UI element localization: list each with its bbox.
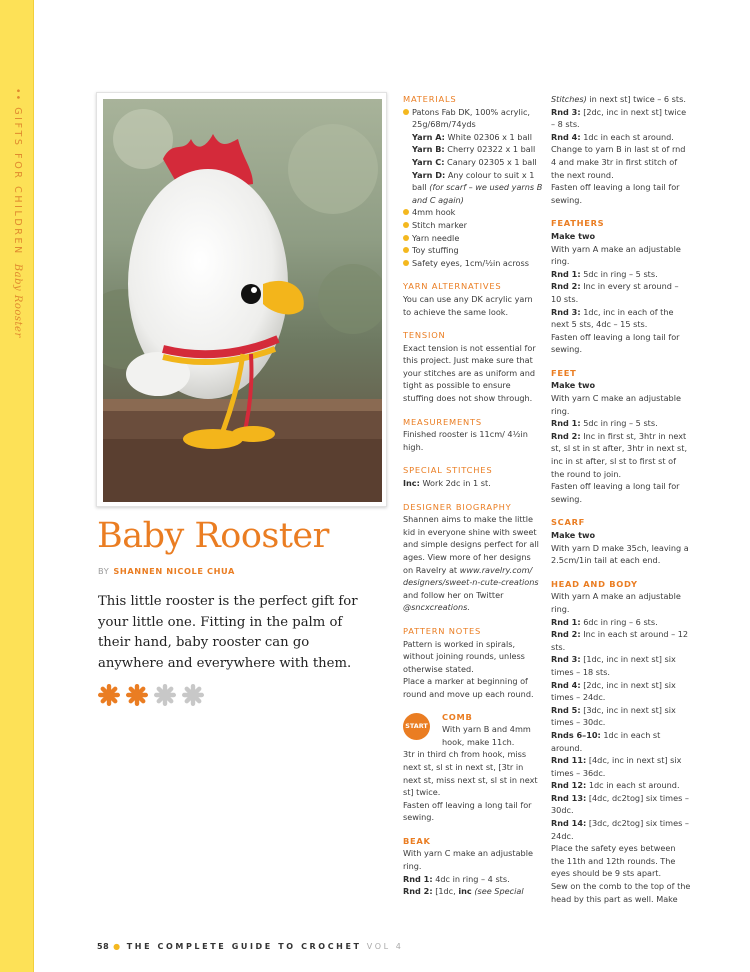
byline-by: BY xyxy=(98,566,110,576)
pattern-notes-heading: PATTERN NOTES xyxy=(403,625,482,636)
feathers-round: Rnd 1: 5dc in ring – 5 sts. xyxy=(551,268,658,279)
measurements-text: Finished rooster is 11cm/ 4½in high. xyxy=(403,429,528,452)
designer-bio-text: Shannen aims to make the little kid in everyone shine with sweet and simple designs perfect for all ages. View more of her designs on Ravelry at www.ravelry.com/ designers/sweet-n-cute-creations and follow her on Twitter @sncxcreations. xyxy=(403,514,539,613)
beak-round: Rnd 3: [2dc, inc in next st] twice – 8 sts. xyxy=(551,106,687,130)
head-body-text: With yarn A make an adjustable ring. xyxy=(551,591,681,614)
materials-item: Stitch marker xyxy=(403,219,543,232)
byline xyxy=(98,566,235,576)
comb-text: With yarn B and 4mm hook, make 11ch. xyxy=(442,724,531,747)
page-footer: 58 ● THE COMPLETE GUIDE TO CROCHET VOL 4 xyxy=(97,942,404,951)
beak-text: Fasten off leaving a long tail for sewing. xyxy=(551,182,680,205)
tension-text: Exact tension is not essential for this project. Just make sure that your stitches are as uniform and tight as possible to ensure stuffing does not show through. xyxy=(403,342,536,404)
designer-name: SHANNEN NICOLE CHUA xyxy=(113,566,235,576)
head-body-round: Rnd 2: Inc in each st around – 12 sts. xyxy=(551,629,689,652)
comb-text: Fasten off leaving a long tail for sewing. xyxy=(403,799,532,823)
designer-bio-heading: DESIGNER BIOGRAPHY xyxy=(403,501,512,512)
feet-make: Make two xyxy=(551,380,596,391)
head-body-heading: HEAD AND BODY xyxy=(551,578,638,589)
materials-item: 4mm hook xyxy=(403,206,543,219)
beak-round: Rnd 1: 4dc in ring – 4 sts. xyxy=(403,873,510,884)
yarn-alternatives-text: You can use any DK acrylic yarn to achieve the same look. xyxy=(403,293,533,317)
feathers-round: Rnd 3: 1dc, inc in each of the next 5 sts, 4dc – 15 sts. xyxy=(551,306,674,330)
head-body-round: Rnd 3: [1dc, inc in next st] six times – 18 sts. xyxy=(551,654,676,677)
page-number: 58 xyxy=(97,942,110,951)
yarn-c: Yarn C: Canary 02305 x 1 ball xyxy=(412,156,537,167)
yarn-d: Yarn D: Any colour to suit x 1 ball (for scarf – we used yarns B and C again) xyxy=(412,169,543,205)
feet-round: Rnd 1: 5dc in ring – 5 sts. xyxy=(551,418,658,429)
yarn-alternatives-heading: YARN ALTERNATIVES xyxy=(403,281,502,292)
difficulty-rating xyxy=(97,683,217,707)
pattern-notes-text: Pattern is worked in spirals, without joining rounds, unless otherwise stated. xyxy=(403,638,525,674)
volume: VOL 4 xyxy=(366,942,404,951)
feet-text: With yarn C make an adjustable ring. xyxy=(551,393,681,416)
head-body-round: Rnd 11: [4dc, inc in next st] six times – 36dc. xyxy=(551,755,682,778)
rooster-illustration xyxy=(103,99,382,502)
section-dots: •• xyxy=(12,88,23,102)
feet-heading: FEET xyxy=(551,367,577,378)
measurements-heading: MEASUREMENTS xyxy=(403,416,482,427)
page-title: Baby Rooster xyxy=(97,516,329,556)
feet-round: Rnd 2: Inc in first st, 3htr in next st, sl st in st after, 3htr in next st, inc in st after, sl st to first st of the round to join. xyxy=(551,430,688,479)
twitter-handle[interactable]: @sncxcreations. xyxy=(403,602,470,613)
head-body-round: Rnd 5: [3dc, inc in next st] six times – 30dc. xyxy=(551,704,676,728)
column-1 xyxy=(403,93,543,898)
comb-heading: COMB xyxy=(442,711,473,722)
rating-star-filled xyxy=(98,684,120,706)
beak-text: With yarn C make an adjustable ring. xyxy=(403,848,533,872)
yarn-b: Yarn B: Cherry 02322 x 1 ball xyxy=(412,144,536,155)
column-2 xyxy=(551,93,691,905)
materials-heading: MATERIALS xyxy=(403,94,457,104)
head-body-round: Rnd 12: 1dc in each st around. xyxy=(551,780,680,791)
beak-continued: Stitches) in next st] twice – 6 sts. xyxy=(551,94,686,104)
rating-star-empty xyxy=(182,684,204,706)
beak-round: Rnd 2: [1dc, inc (see Special xyxy=(403,886,524,897)
comb-text: 3tr in third ch from hook, miss next st, sl st in next st, [3tr in next st, miss next st, sl st in next st] twice. xyxy=(403,749,538,798)
materials-item: Patons Fab DK, 100% acrylic, 25g/68m/74yds xyxy=(403,106,543,131)
head-body-round: Rnd 4: [2dc, inc in next st] six times – 24dc. xyxy=(551,679,676,703)
special-stitches-heading: SPECIAL STITCHES xyxy=(403,465,493,476)
beak-round: Rnd 4: 1dc in each st around. xyxy=(551,131,674,142)
feathers-heading: FEATHERS xyxy=(551,218,605,229)
rating-stars xyxy=(97,683,217,707)
head-body-text: Place the safety eyes between the 11th and 12th rounds. The eyes should be 9 sts apart. xyxy=(551,843,676,879)
feathers-make: Make two xyxy=(551,230,596,241)
section-name: GIFTS FOR CHILDREN xyxy=(12,107,23,256)
feathers-text: With yarn A make an adjustable ring. xyxy=(551,243,681,267)
materials-item: Yarn needle xyxy=(403,232,543,245)
head-body-round: Rnd 14: [3dc, dc2tog] six times – 24dc. xyxy=(551,818,689,841)
head-body-round: Rnd 1: 6dc in ring – 6 sts. xyxy=(551,616,658,627)
rating-star-empty xyxy=(154,684,176,706)
section-sub: Baby Rooster xyxy=(12,263,23,338)
scarf-heading: SCARF xyxy=(551,517,586,528)
feathers-text: Fasten off leaving a long tail for sewing. xyxy=(551,331,680,355)
scarf-text: With yarn D make 35ch, leaving a 2.5cm/1in tail at each end. xyxy=(551,542,689,566)
feet-text: Fasten off leaving a long tail for sewing. xyxy=(551,481,680,504)
feathers-round: Rnd 2: Inc in every st around – 10 sts. xyxy=(551,281,679,304)
materials-item: Toy stuffing xyxy=(403,244,543,257)
head-body-round: Rnd 13: [4dc, dc2tog] six times – 30dc. xyxy=(551,792,689,816)
side-strip xyxy=(0,0,34,972)
ravelry-link[interactable]: www.ravelry.com/ designers/sweet-n-cute-creations xyxy=(403,564,539,588)
intro-text: This little rooster is the perfect gift for your little one. Fitting in the palm of their hand, baby rooster can go anywhere and everywhere with them. xyxy=(98,594,358,671)
section-label xyxy=(9,88,25,378)
head-body-text: Sew on the comb to the top of the head by this part as well. Make xyxy=(551,881,691,904)
tension-heading: TENSION xyxy=(403,330,446,341)
rating-star-filled xyxy=(126,684,148,706)
beak-text: Change to yarn B in last st of rnd 4 and make 3tr in first stitch of the next round. xyxy=(551,144,686,180)
rooster-photo xyxy=(96,92,387,507)
special-stitches-text: Inc: Work 2dc in 1 st. xyxy=(403,478,491,489)
pattern-notes-text: Place a marker at beginning of round and move up each round. xyxy=(403,676,534,699)
yarn-a: Yarn A: White 02306 x 1 ball xyxy=(412,131,532,142)
start-badge: START xyxy=(403,713,430,740)
publication-title: THE COMPLETE GUIDE TO CROCHET xyxy=(126,942,362,951)
materials-item: Safety eyes, 1cm/½in across xyxy=(403,257,543,270)
head-body-round: Rnds 6–10: 1dc in each st around. xyxy=(551,729,661,753)
scarf-make: Make two xyxy=(551,530,596,540)
comb-section xyxy=(403,711,543,749)
beak-heading: BEAK xyxy=(403,835,431,846)
